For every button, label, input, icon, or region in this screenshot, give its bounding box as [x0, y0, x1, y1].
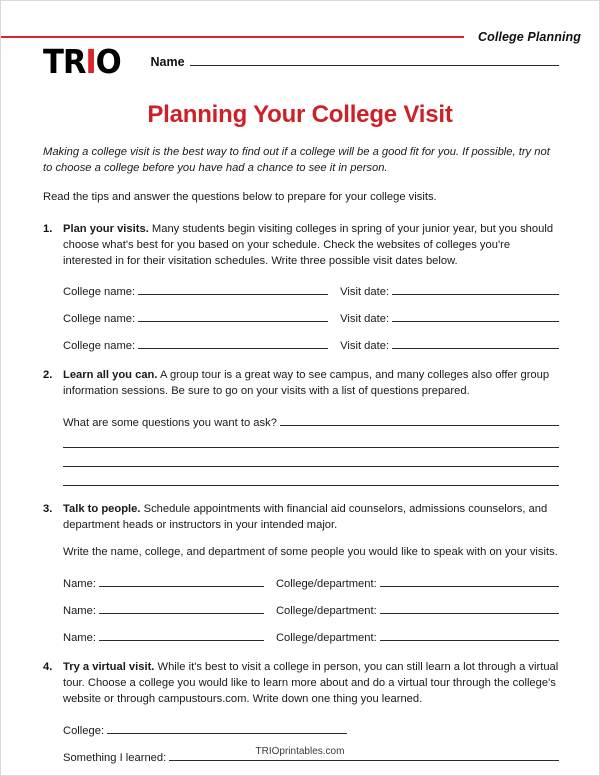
fill-label-college: College:	[63, 724, 105, 737]
item-number: 1.	[43, 222, 53, 235]
college-blank[interactable]	[107, 722, 347, 734]
trio-logo	[43, 42, 121, 81]
item-description: Many students begin visiting colleges in spring of your junior year, but you should choose what's best for you based on your schedule. Check the websites of colleges you're interested in for their visitation schedules. Write three possible visit dates below.	[63, 222, 554, 267]
item-description: Schedule appointments with financial aid counselors, admissions counselors, and department heads or instructors in your intended major.	[63, 503, 548, 532]
table-row	[63, 283, 559, 298]
college-name-blank[interactable]	[138, 310, 328, 322]
item-text	[63, 660, 559, 708]
question-label: What are some questions you want to ask?	[63, 417, 277, 430]
trio-logo-o: O	[95, 42, 121, 81]
fill-label-name: Name:	[63, 604, 96, 617]
item-body	[63, 502, 559, 644]
list-item	[43, 222, 559, 353]
college-department-blank[interactable]	[380, 575, 559, 587]
header-kicker: College Planning	[478, 30, 581, 44]
fill-label-college-name: College name:	[63, 340, 136, 353]
item-text	[63, 502, 559, 534]
fill-label-college-department: College/department:	[275, 604, 377, 617]
name-input-blank[interactable]	[190, 54, 559, 66]
item-text	[63, 368, 559, 400]
visit-date-blank[interactable]	[392, 283, 559, 295]
name-label: Name	[150, 55, 185, 69]
person-name-blank[interactable]	[99, 575, 264, 587]
item-number: 3.	[43, 503, 53, 516]
fill-label-something-learned: Something I learned:	[63, 751, 167, 764]
question-answer-blank[interactable]	[280, 414, 559, 426]
item-description: While it's best to visit a college in person, you can still learn a lot through a virtual tour. Choose a college you would like to learn more about and do a virtual tour through the college's website or through campustours.com. Write down one thing you learned.	[63, 660, 559, 705]
table-row	[63, 337, 559, 352]
item-body	[63, 222, 559, 353]
fill-label-visit-date: Visit date:	[340, 340, 390, 353]
college-department-blank[interactable]	[380, 602, 559, 614]
question-row	[63, 414, 559, 429]
worksheet-content	[1, 145, 599, 764]
item-number: 2.	[43, 369, 53, 382]
trio-logo-tr: TR	[43, 42, 86, 81]
fill-label-visit-date: Visit date:	[340, 313, 390, 326]
person-name-blank[interactable]	[99, 629, 264, 641]
item-body	[63, 368, 559, 486]
item-lead: Learn all you can.	[63, 369, 158, 382]
fill-label-visit-date: Visit date:	[340, 286, 390, 299]
college-department-blank[interactable]	[380, 629, 559, 641]
item-description: A group tour is a great way to see campus, and many colleges also offer group information sessions. Be sure to go on your visits with a list of questions prepared.	[63, 369, 550, 398]
fill-label-college-name: College name:	[63, 286, 136, 299]
list-item	[43, 368, 559, 486]
fill-label-college-name: College name:	[63, 313, 136, 326]
logo-and-name-row	[43, 42, 559, 81]
college-name-blank[interactable]	[138, 283, 328, 295]
person-name-blank[interactable]	[99, 602, 264, 614]
list-item	[43, 502, 559, 644]
item-text	[63, 222, 559, 270]
visit-date-blank[interactable]	[392, 337, 559, 349]
item-subtext: Write the name, college, and department of some people you would like to speak with on your visits.	[63, 546, 558, 559]
header-red-rule	[1, 36, 464, 39]
answer-blank-line[interactable]	[63, 485, 559, 486]
item-lead: Try a virtual visit.	[63, 660, 155, 673]
page-title: Planning Your College Visit	[147, 101, 453, 128]
fill-label-college-department: College/department:	[275, 631, 377, 644]
page-footer: TRIOprintables.com	[255, 746, 345, 757]
answer-blank-line[interactable]	[63, 447, 559, 448]
fill-label-name: Name:	[63, 631, 96, 644]
table-row	[63, 629, 559, 644]
answer-blank-line[interactable]	[63, 466, 559, 467]
visit-date-blank[interactable]	[392, 310, 559, 322]
table-row	[63, 310, 559, 325]
intro-paragraph: Making a college visit is the best way to find out if a college will be a good fit for you. If possible, try not to choose a college before you have had a chance to see it in person.	[43, 146, 550, 174]
trio-logo-i-accent: I	[85, 42, 96, 81]
page-header	[1, 1, 599, 93]
item-lead: Plan your visits.	[63, 222, 149, 235]
fill-label-college-department: College/department:	[275, 577, 377, 590]
college-row	[63, 722, 559, 737]
instruction-paragraph: Read the tips and answer the questions below to prepare for your college visits.	[43, 190, 437, 203]
table-row	[63, 575, 559, 590]
college-name-blank[interactable]	[138, 337, 328, 349]
fill-label-name: Name:	[63, 577, 96, 590]
item-number: 4.	[43, 660, 53, 673]
name-field	[150, 54, 559, 69]
table-row	[63, 602, 559, 617]
item-lead: Talk to people.	[63, 503, 141, 516]
